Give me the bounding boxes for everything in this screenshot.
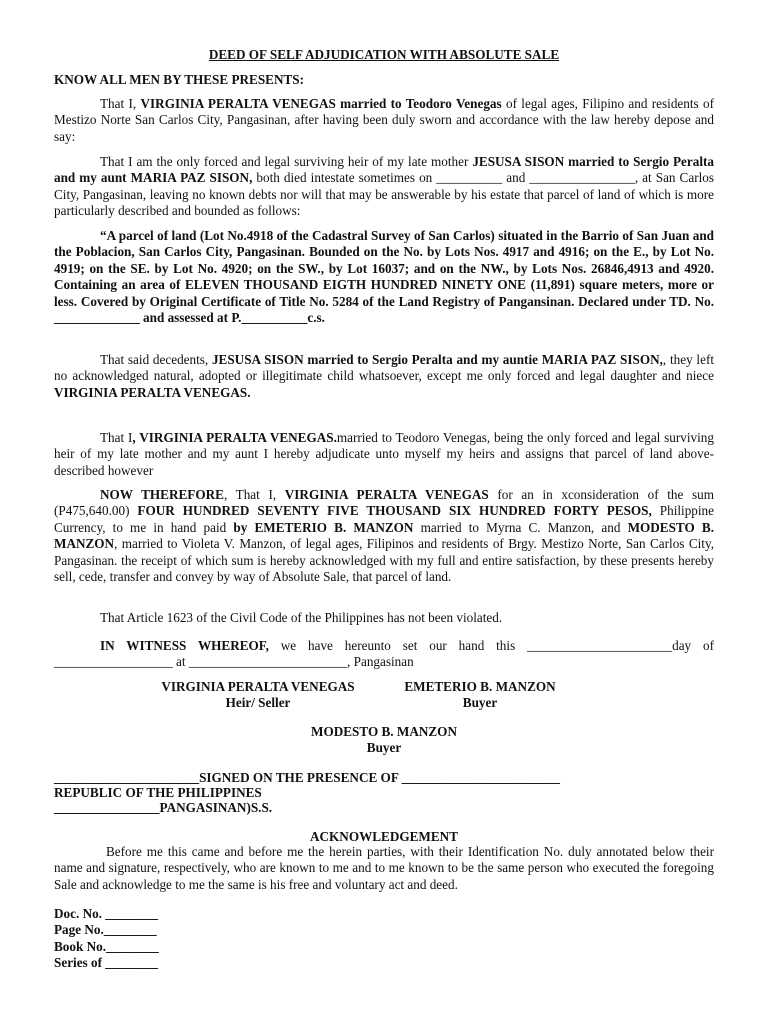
paragraph-civil-code: That Article 1623 of the Civil Code of the Philippines has not been violated. [100,610,503,625]
property-description: “A parcel of land (Lot No.4918 of the Cadastral Survey of San Carlos) situated in the Barrio of San Juan and the Poblacion, San Carlos City, Pangasinan. Bounded on the No. by Lots Nos. 4917 and 4916; on the E., by Lot No. 4919; on the SE. by Lot No. 4920; on the SW., by Lot 16037; and on the NW., by Lots Nos. 26846,4913 and 4920. Containing an area of ELEVEN THOUSAND EIGTH HUNDRED NINETY ONE (11,891) square meters, more or less. Covered by Original Certificate of Title No. 5284 of the Land Registry of Pangansinan. Declared under TD. No. _____________ and assessed at P.__________c.s. [54,228,714,326]
signatory-seller-name: VIRGINIA PERALTA VENEGAS [161,679,355,694]
page-no: Page No.________ [54,922,157,938]
series-of: Series of ________ [54,955,159,971]
p6-text-d: for an in xconsideration of the sum (P475,640.00) [54,487,714,519]
paragraph-adjudication [54,430,714,479]
p6-seller-name: VIRGINIA PERALTA VENEGAS [284,487,489,502]
p2-decedents: JESUSA SISON married to Sergio Peralta and my aunt MARIA PAZ SISON, [54,154,714,186]
p6-buyer-1: by EMETERIO B. MANZON [233,519,414,535]
p5-heir-name: , VIRGINIA PERALTA VENEGAS. [132,430,337,445]
p4-decedents: JESUSA SISON married to Sergio Peralta and my auntie MARIA PAZ SISON, [211,352,663,367]
p6-now-therefore: NOW THEREFORE [100,487,224,502]
notary-details [54,906,714,972]
p4-heir-name: VIRGINIA PERALTA VENEGAS. [54,384,251,400]
p2-text-c: both died intestate sometimes on __________ and ________________, at San Carlos City, Pangasinan, leaving no known debts nor will that may be answerable by his estate that parcel of land of which is more particularly described and bounded as follows: [54,170,714,219]
p8-text-b: we have hereunto set our hand this ______________________day of __________________ at ________________________, Pangasinan [54,638,714,670]
book-no: Book No.________ [54,938,159,954]
p4-text-a: That said decedents, [100,352,212,367]
p1-text-a: That I, [100,96,141,111]
p8-witness-heading: IN WITNESS WHEREOF, [100,638,269,653]
acknowledgement-text: Before me this came and before me the herein parties, with their Identification No. duly annotated below their name and signature, respectively, who are known to me and to me known to be the same person who executed the foregoing Sale and acknowledge to me the same is his free and voluntary act and deed. [54,844,714,892]
signatory-buyer-2 [284,724,484,757]
paragraph-sale [54,487,714,585]
p2-text-a: That I am the only forced and legal surviving heir of my late mother [100,154,473,169]
acknowledgement-title: ACKNOWLEDGEMENT [309,829,458,844]
signatory-seller-role: Heir/ Seller [225,695,291,711]
paragraph-witness [54,638,714,671]
signatory-buyer-2-role: Buyer [366,740,402,756]
p6-text-j: , married to Violeta V. Manzon, of legal ages, Filipinos and residents of Brgy. Mestizo Norte, San Carlos City, Pangasinan. the receipt of which sum is hereby acknowledged with my full and entire satisfaction, by these presents hereby sell, cede, transfer and convey by way of Absolute Sale, that parcel of land. [54,536,714,585]
p1-text-c: of legal ages, Filipino and residents of Mestizo Norte San Carlos City, Pangasinan, after having been duly sworn and accordance with the law hereby depose and say: [54,96,714,144]
paragraph-heir [54,154,714,220]
p1-declarant-name: VIRGINIA PERALTA VENEGAS married to Teodoro Venegas [140,96,502,111]
signatory-buyer-1 [400,679,560,712]
signatory-buyer-2-name: MODESTO B. MANZON [311,724,457,739]
p6-text-b: , That I, [223,487,285,502]
doc-no: Doc. No. ________ [54,906,159,921]
p6-text-f: Philippine Currency, to me in hand paid [54,503,714,535]
witness-signature-line: ______________________SIGNED ON THE PRESENCE OF ________________________ [54,770,560,785]
venue-province: ________________PANGASINAN)S.S. [54,800,273,815]
intro-heading: KNOW ALL MEN BY THESE PRESENTS: [54,72,305,87]
p4-text-c: , they left no acknowledged natural, adopted or illegitimate child whatsoever, except me only forced and legal daughter and niece [54,352,714,384]
signatory-seller [130,679,386,712]
venue-republic: REPUBLIC OF THE PHILIPPINES [54,785,262,800]
p5-text-c: married to Teodoro Venegas, being the only forced and legal surviving heir of my late mother and my aunt I hereby adjudicate unto myself my heirs and assigns that parcel of land above- described however [54,430,714,478]
signatory-buyer-1-role: Buyer [462,695,498,711]
paragraph-decedents [54,352,714,401]
p6-buyer-2: MODESTO B. MANZON [54,519,714,552]
paragraph-declarant [54,96,714,145]
signatory-buyer-1-name: EMETERIO B. MANZON [404,679,556,694]
p6-text-h: married to Myrna C. Manzon, and [413,519,628,535]
document-title: DEED OF SELF ADJUDICATION WITH ABSOLUTE SALE [208,47,560,62]
p5-text-a: That I [100,430,133,445]
p6-amount-words: FOUR HUNDRED SEVENTY FIVE THOUSAND SIX HUNDRED FORTY PESOS, [137,503,652,519]
